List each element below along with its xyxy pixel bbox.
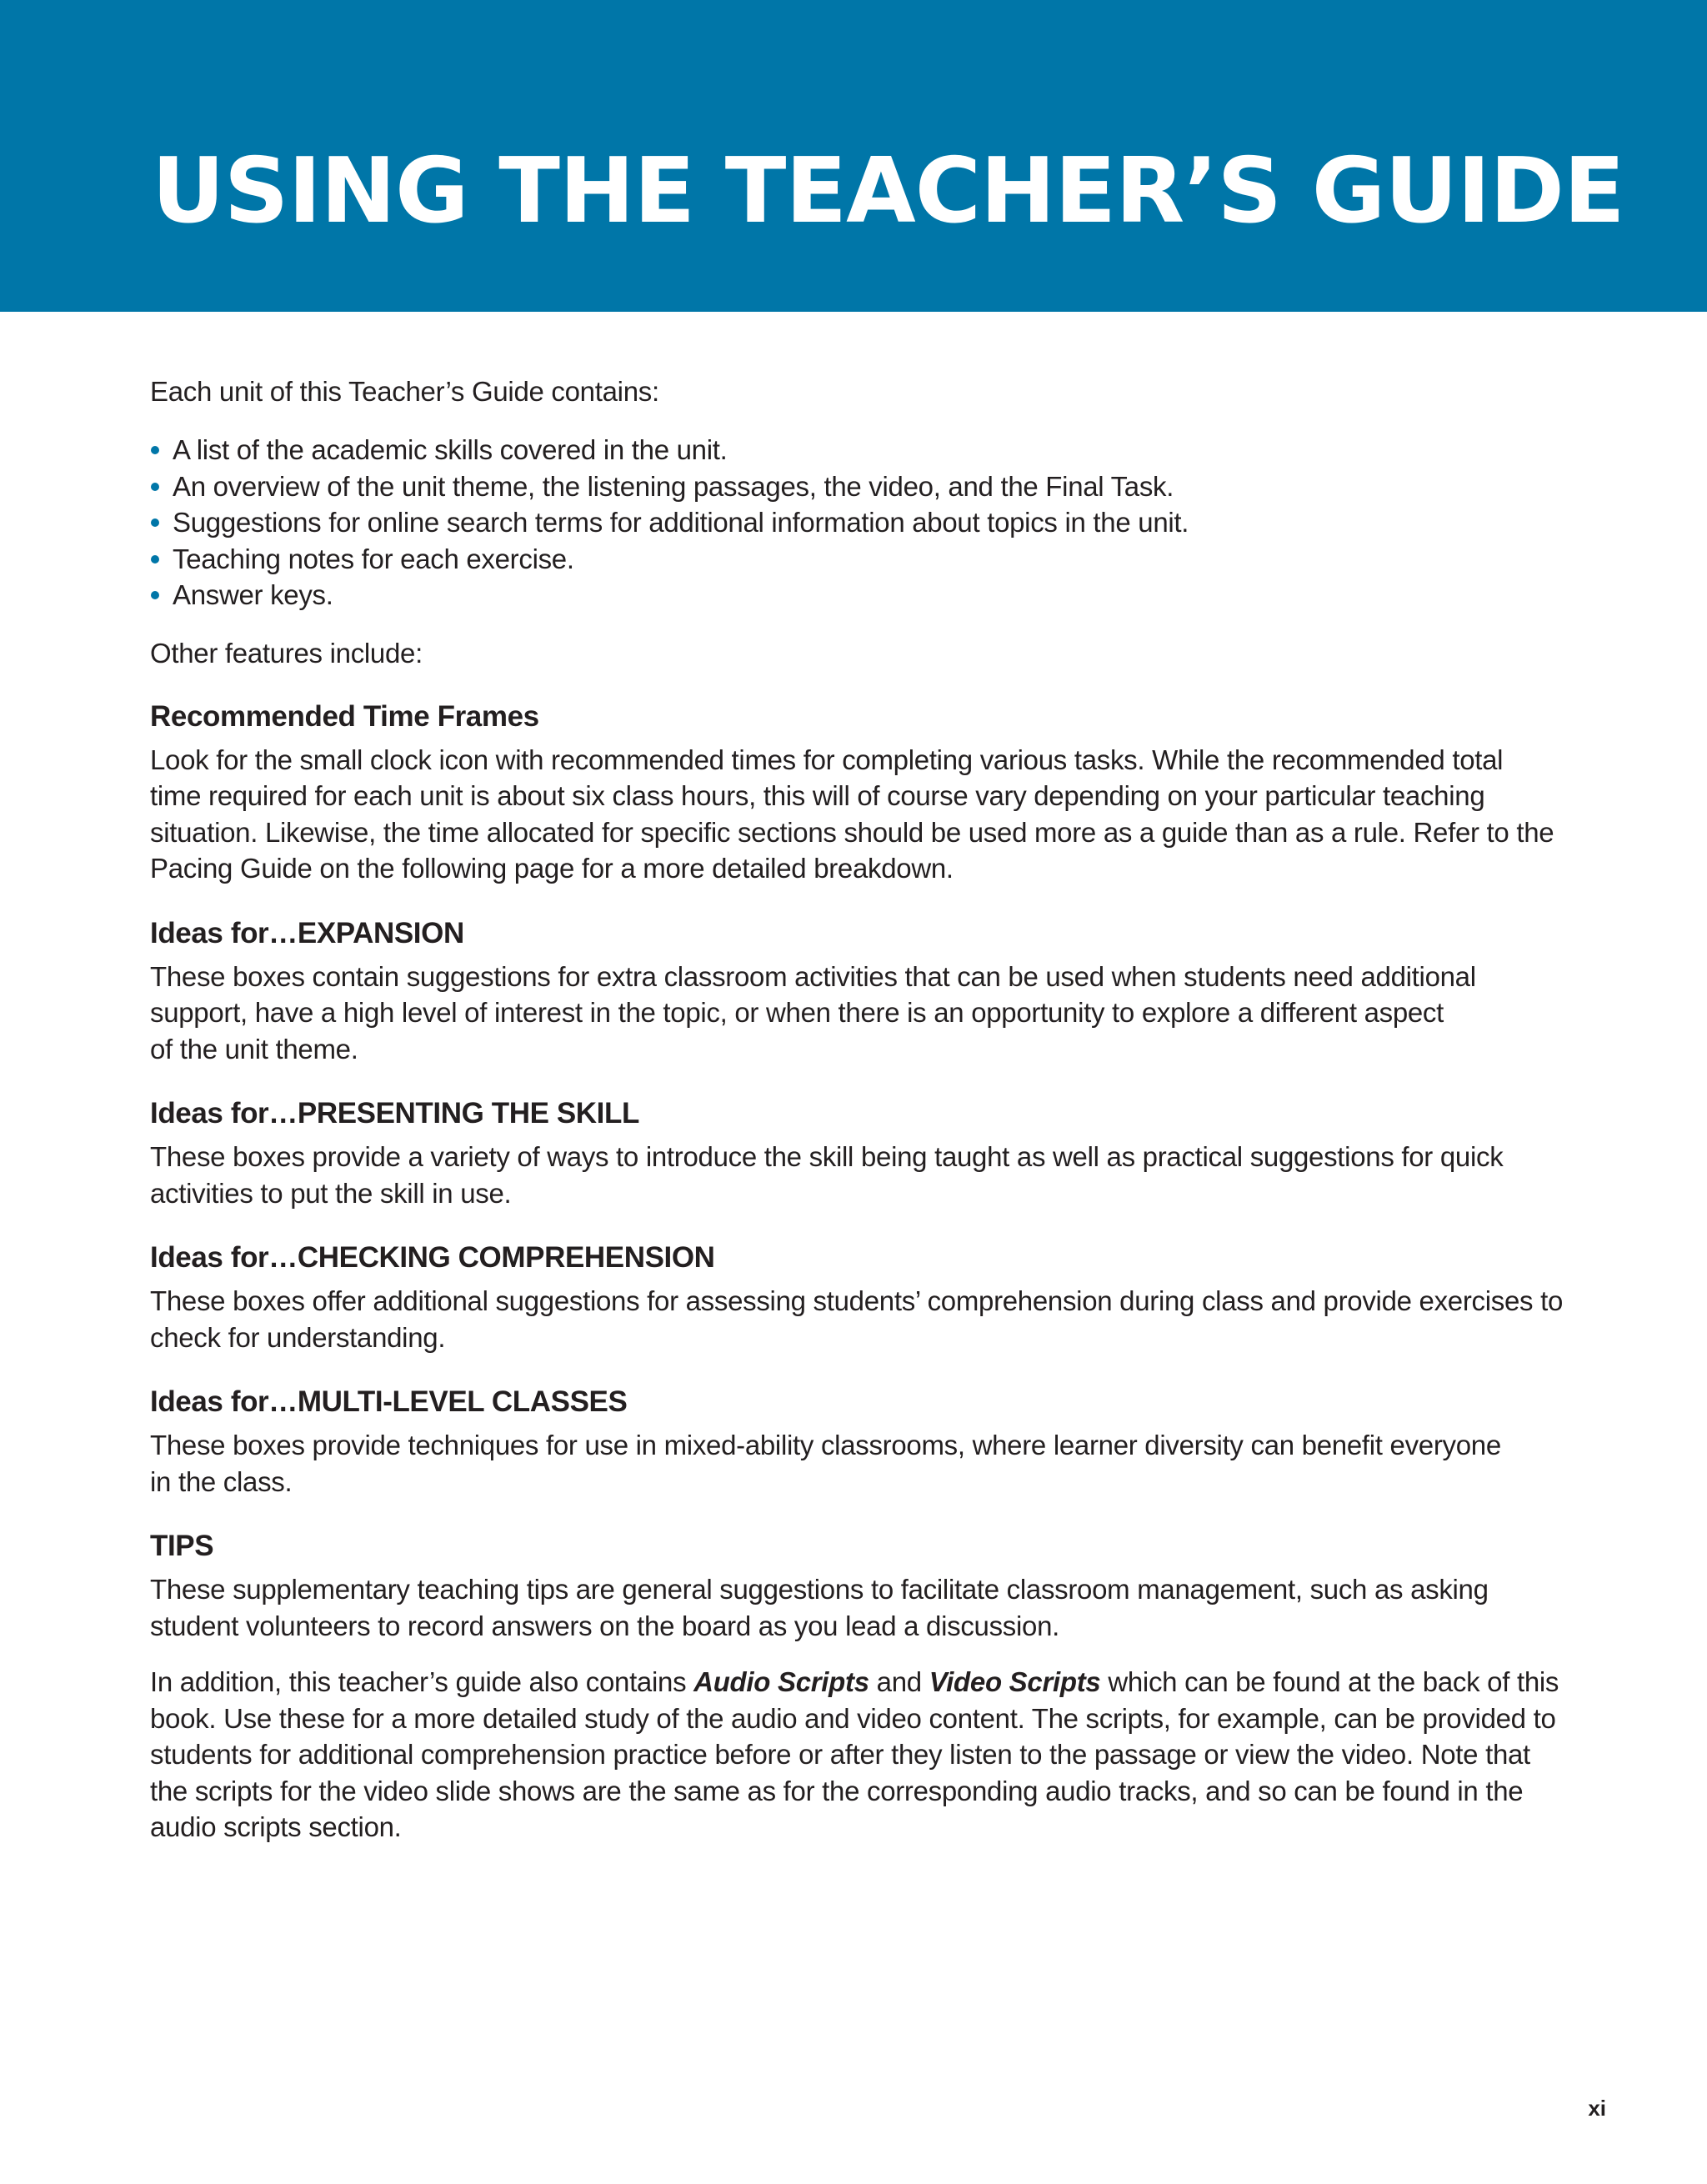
title-banner <box>0 0 1707 312</box>
list-item: A list of the academic skills covered in the unit. <box>150 432 1600 468</box>
section-heading: Recommended Time Frames <box>150 699 539 733</box>
page-number: xi <box>1588 2096 1606 2121</box>
section-body: These boxes offer additional suggestions for assessing students’ comprehension during class and provide exercises to check for understanding. <box>150 1285 1564 1353</box>
bullet-icon <box>151 483 159 491</box>
section-heading: Ideas for…MULTI-LEVEL CLASSES <box>150 1385 628 1418</box>
section-presenting-skill <box>150 1095 1600 1211</box>
section-time-frames <box>150 699 1600 887</box>
list-item: An overview of the unit theme, the listening passages, the video, and the Final Task. <box>150 468 1600 505</box>
section-heading: Ideas for…CHECKING COMPREHENSION <box>150 1241 715 1274</box>
section-expansion <box>150 915 1600 1068</box>
list-item: Teaching notes for each exercise. <box>150 541 1600 578</box>
bullet-icon <box>151 555 159 564</box>
list-item: Answer keys. <box>150 577 1600 614</box>
list-item: Suggestions for online search terms for additional information about topics in the unit. <box>150 504 1600 541</box>
section-body: These boxes provide techniques for use in mixed-ability classrooms, where learner diversity can benefit everyone in the class. <box>150 1430 1501 1497</box>
contents-list <box>150 432 1600 614</box>
section-body: These boxes contain suggestions for extra classroom activities that can be used when students need additional support, have a high level of interest in the topic, or when there is an opportunity to explore a different aspect of the unit theme. <box>150 960 1476 1064</box>
bullet-icon <box>151 446 159 454</box>
section-heading: Ideas for…EXPANSION <box>150 916 464 949</box>
bullet-icon <box>151 591 159 599</box>
section-body: These supplementary teaching tips are general suggestions to facilitate classroom management, such as asking student volunteers to record answers on the board as you lead a discussion. <box>150 1574 1489 1641</box>
intro-text: Each unit of this Teacher’s Guide contains: <box>150 376 659 407</box>
section-heading: TIPS <box>150 1530 214 1562</box>
other-features-text: Other features include: <box>150 637 423 669</box>
section-tips <box>150 1528 1600 1644</box>
audio-scripts-label: Audio Scripts <box>693 1666 869 1697</box>
closing-paragraph: In addition, this teacher’s guide also contains Audio Scripts and Video Scripts which can be found at the back of this book. Use these for a more detailed study of the audio and video content. The scripts, for example, can be provided to students for additional comprehension practice before or after they listen to the passage or view the video. Note that the scripts for the video slide shows are the same as for the corresponding audio tracks, and so can be found in the audio scripts section. <box>150 1666 1559 1842</box>
section-checking-comprehension <box>150 1240 1600 1355</box>
main-content <box>150 373 1600 1846</box>
section-multi-level <box>150 1384 1600 1500</box>
page-title: USING THE TEACHER’S GUIDE <box>152 139 1624 243</box>
section-body: Look for the small clock icon with recommended times for completing various tasks. While the recommended total time required for each unit is about six class hours, this will of course vary depending on your particular teaching situation. Likewise, the time allocated for specific sections should be used more as a guide than as a rule. Refer to the Pacing Guide on the following page for a more detailed breakdown. <box>150 744 1554 884</box>
bullet-icon <box>151 518 159 527</box>
section-heading: Ideas for…PRESENTING THE SKILL <box>150 1097 639 1130</box>
section-body: These boxes provide a variety of ways to introduce the skill being taught as well as practical suggestions for quick activities to put the skill in use. <box>150 1141 1504 1209</box>
video-scripts-label: Video Scripts <box>929 1666 1101 1697</box>
